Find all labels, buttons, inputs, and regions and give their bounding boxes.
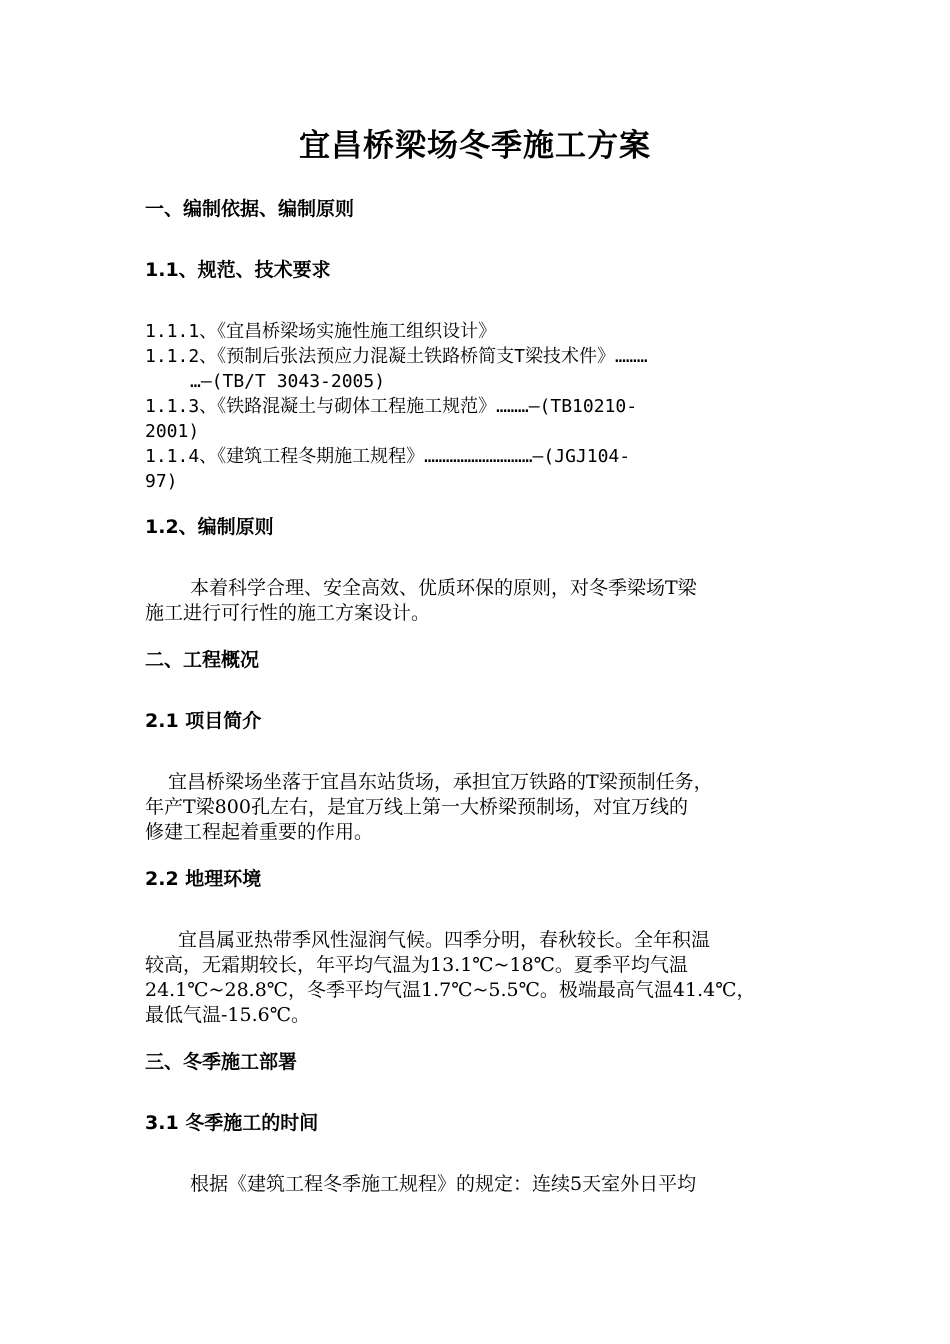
subsection-heading-3-1: 3.1 冬季施工的时间: [145, 1112, 319, 1134]
paragraph-line: 本着科学合理、安全高效、优质环保的原则，对冬季梁场T梁: [190, 577, 697, 599]
reference-item: 1.1.3、《铁路混凝土与砌体工程施工规范》………—(TB10210-: [145, 396, 638, 417]
reference-item-continuation: 97): [145, 471, 178, 492]
paragraph-line: 24.1℃~28.8℃，冬季平均气温1.7℃~5.5℃。极端最高气温41.4℃，: [145, 979, 756, 1001]
subsection-heading-1-2: 1.2、编制原则: [145, 516, 274, 538]
paragraph-line: 年产T梁800孔左右，是宜万线上第一大桥梁预制场，对宜万线的: [145, 796, 688, 818]
document-title: 宜昌桥梁场冬季施工方案: [299, 128, 651, 164]
reference-item: 1.1.1、《宜昌桥梁场实施性施工组织设计》: [145, 321, 497, 342]
subsection-heading-1-1: 1.1、规范、技术要求: [145, 259, 331, 281]
reference-item-continuation: …—(TB/T 3043-2005): [190, 371, 386, 392]
paragraph-line: 施工进行可行性的施工方案设计。: [145, 602, 431, 624]
section-heading-3: 三、冬季施工部署: [145, 1051, 298, 1073]
subsection-heading-2-1: 2.1 项目简介: [145, 710, 262, 732]
reference-item: 1.1.4、《建筑工程冬期施工规程》…………………………—(JGJ104-: [145, 446, 631, 467]
paragraph-line: 较高，无霜期较长，年平均气温为13.1℃~18℃。夏季平均气温: [145, 954, 688, 976]
paragraph-line: 修建工程起着重要的作用。: [145, 821, 374, 843]
subsection-heading-2-2: 2.2 地理环境: [145, 868, 262, 890]
reference-item-continuation: 2001): [145, 421, 200, 442]
section-heading-2: 二、工程概况: [145, 649, 260, 671]
paragraph-line: 宜昌桥梁场坐落于宜昌东站货场，承担宜万铁路的T梁预制任务，: [168, 771, 713, 793]
paragraph-line: 根据《建筑工程冬季施工规程》的规定：连续5天室外日平均: [190, 1173, 697, 1195]
paragraph-line: 宜昌属亚热带季风性湿润气候。四季分明，春秋较长。全年积温: [178, 929, 711, 951]
section-heading-1: 一、编制依据、编制原则: [145, 198, 355, 220]
reference-item: 1.1.2、《预制后张法预应力混凝土铁路桥简支T梁技术件》………: [145, 346, 648, 367]
paragraph-line: 最低气温-15.6℃。: [145, 1004, 310, 1026]
